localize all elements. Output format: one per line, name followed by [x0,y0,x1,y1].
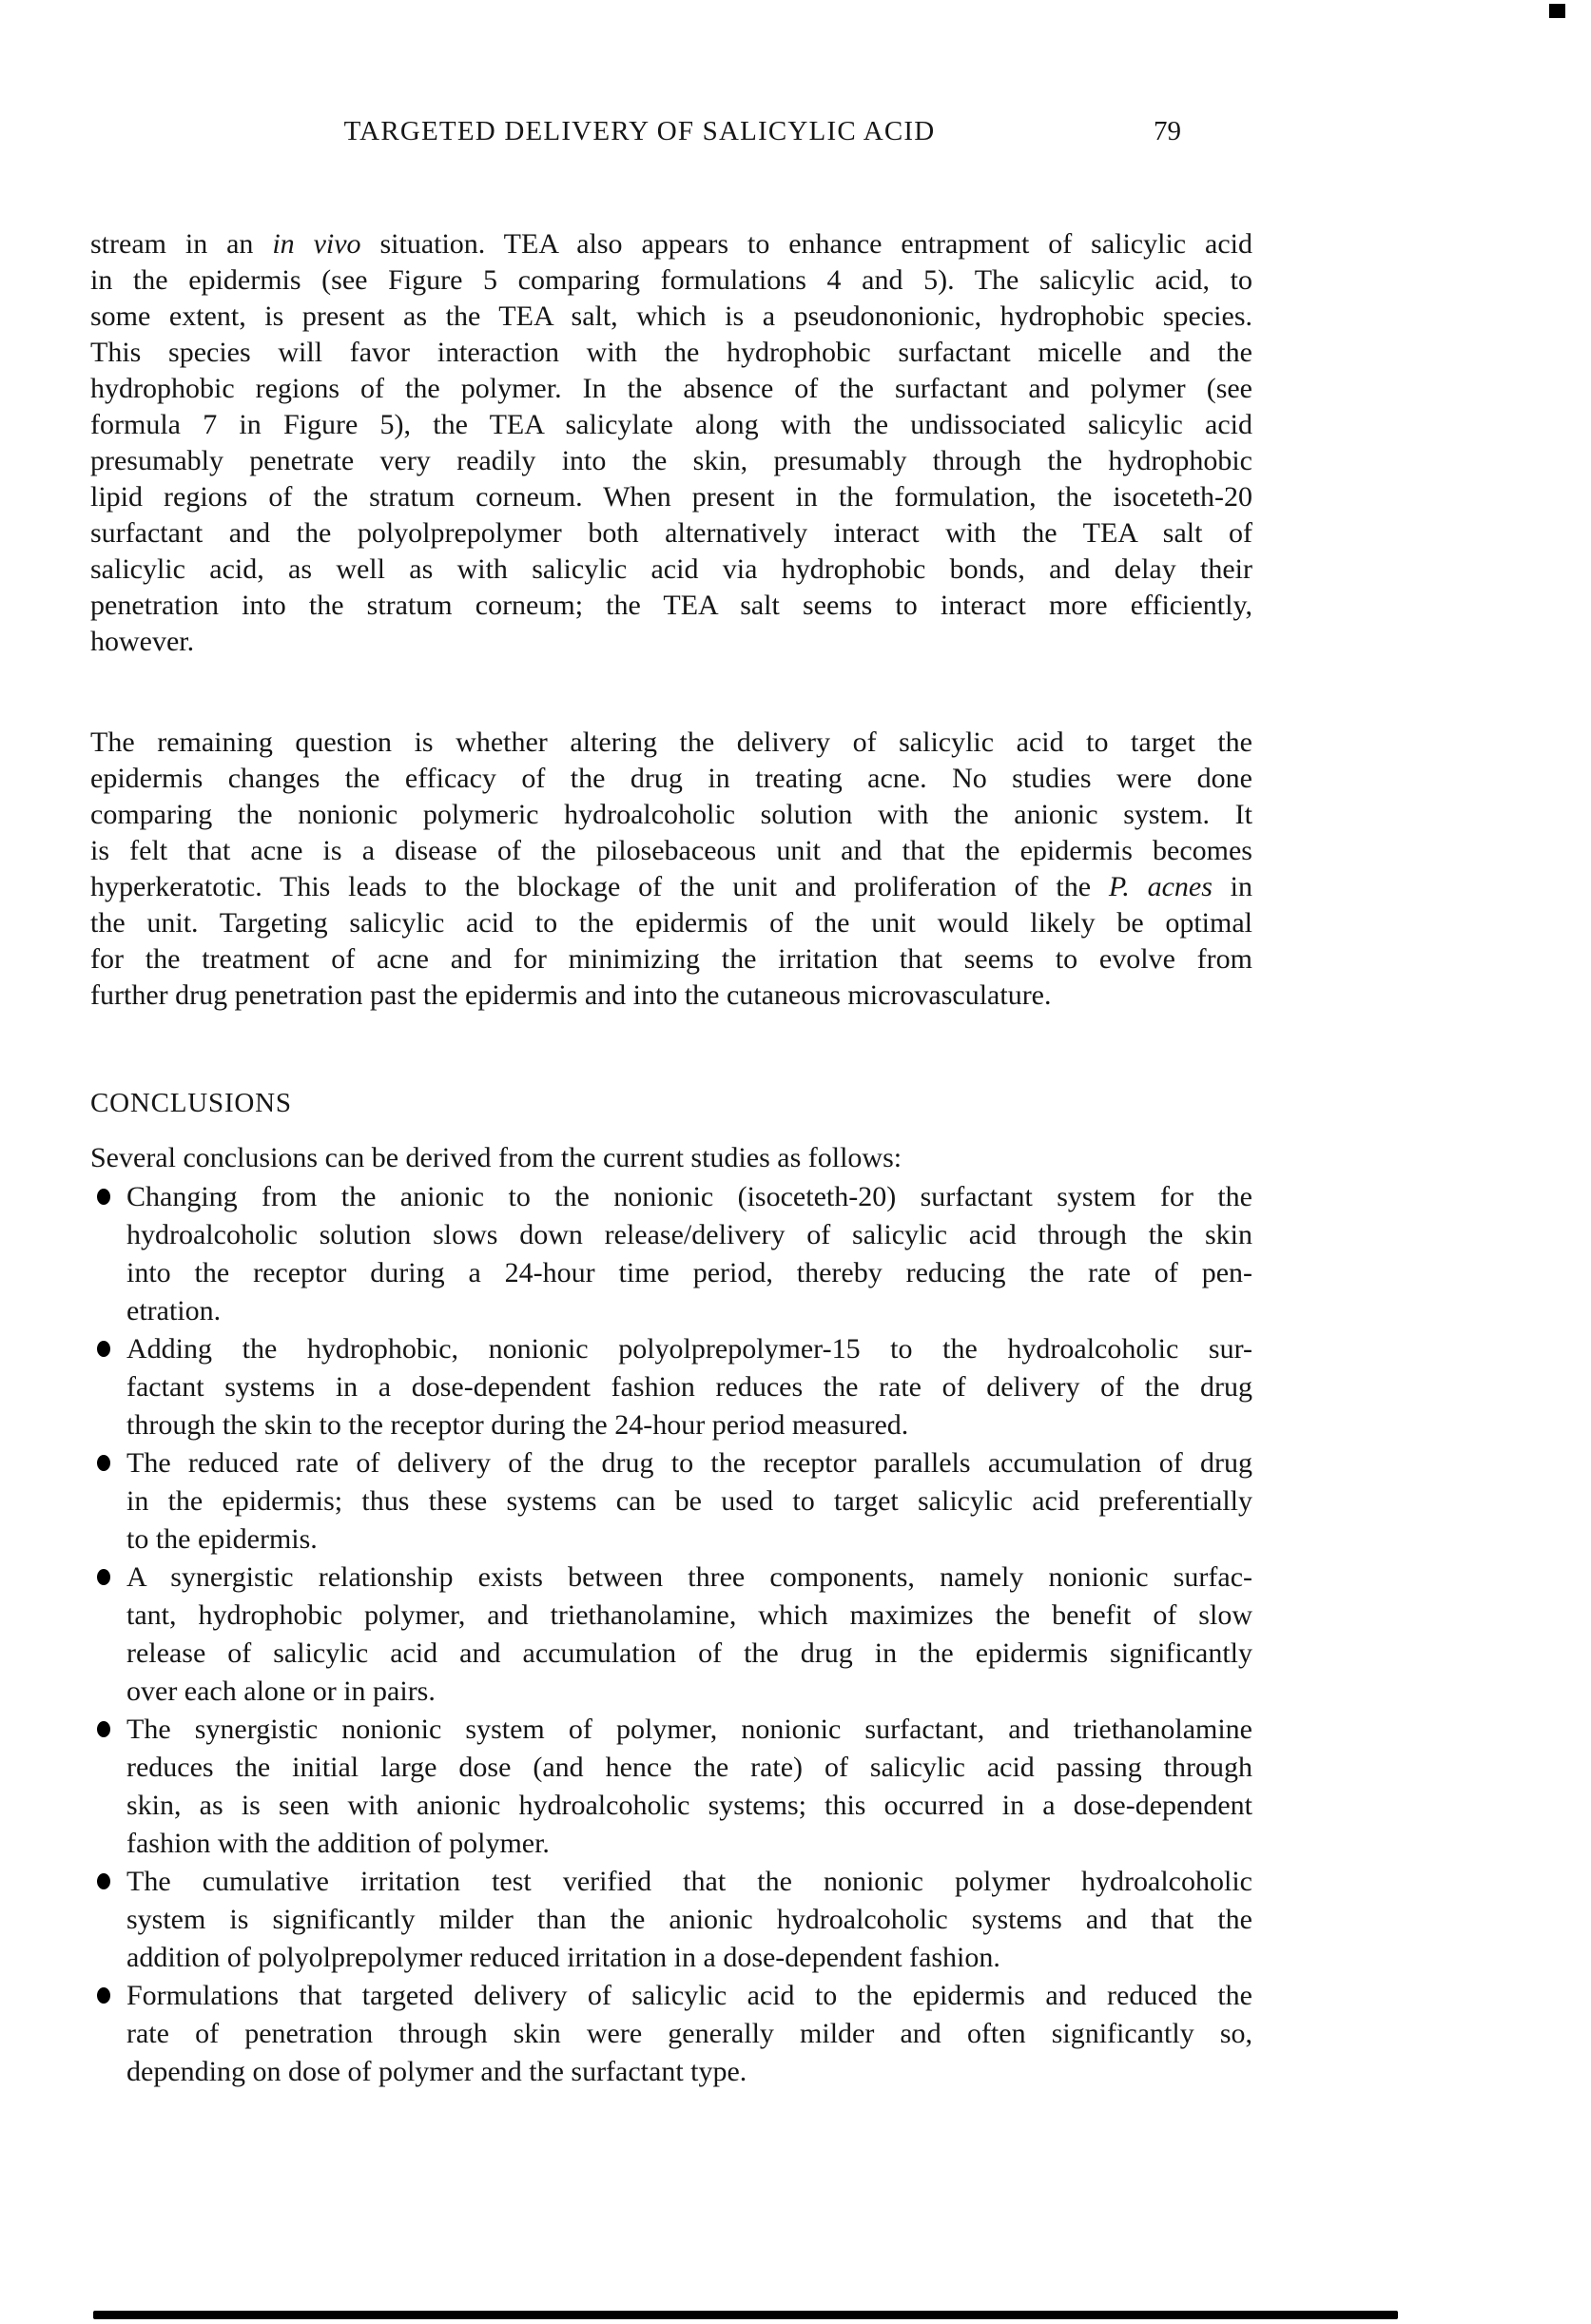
bullet-text [126,1977,1252,2091]
bullet-icon [97,1455,110,1471]
text-line: rate of penetration through skin were generally milder and often significantly so, [126,2018,1252,2049]
text-line: Formulations that targeted delivery of salicylic acid to the epidermis and reduced the [126,1980,1252,2011]
text-segment: in [1212,871,1252,902]
text-line: formula 7 in Figure 5), the TEA salicylate along with the undissociated salicylic acid [90,409,1252,440]
list-item [90,1863,1252,1977]
bullet-icon [97,1189,110,1205]
running-header [90,112,1189,150]
text-segment: stream in an [90,228,273,260]
text-line: further drug penetration past the epidermis and into the cutaneous microvasculature. [90,979,1052,1011]
text-line: reduces the initial large dose (and hence the rate) of salicylic acid passing through [126,1752,1252,1783]
text-line: some extent, is present as the TEA salt, which is a pseudononionic, hydrophobic species. [90,300,1252,332]
list-item [90,1711,1252,1863]
text-line: penetration into the stratum corneum; the TEA salt seems to interact more efficiently, [90,590,1252,621]
text-line: presumably penetrate very readily into the skin, presumably through the hydrophobic [90,445,1252,476]
page-number: 79 [1154,116,1181,146]
bullet-text [126,1711,1252,1863]
conclusions-heading: CONCLUSIONS [90,1088,292,1118]
text-line: however. [90,626,195,657]
text-line: into the receptor during a 24-hour time period, thereby reducing the rate of pen- [126,1257,1252,1288]
text-line: Adding the hydrophobic, nonionic polyolprepolymer-15 to the hydroalcoholic sur- [126,1333,1252,1365]
list-item [90,1444,1252,1559]
text-line: etration. [126,1295,222,1327]
text-line: The reduced rate of delivery of the drug to the receptor parallels accumulation of drug [126,1447,1252,1479]
text-line: This species will favor interaction with the hydrophobic surfactant micelle and the [90,337,1252,368]
list-item [90,1178,1252,1330]
text-line [90,226,1252,262]
text-line: factant systems in a dose-dependent fashion reduces the rate of delivery of the drug [126,1371,1252,1403]
text-segment: situation. TEA also appears to enhance entrapment of salicylic acid [360,228,1252,260]
bullet-icon [97,1569,110,1585]
text-line: through the skin to the receptor during the 24-hour period measured. [126,1409,909,1441]
list-item [90,1977,1252,2091]
text-line: comparing the nonionic polymeric hydroalcoholic solution with the anionic system. It [90,799,1252,830]
text-line: A synergistic relationship exists between three components, namely nonionic surfac- [126,1561,1252,1593]
text-line: hydroalcoholic solution slows down release/delivery of salicylic acid through the skin [126,1219,1252,1250]
text-segment: hyperkeratotic. This leads to the blockage of the unit and proliferation of the [90,871,1109,902]
text-line: over each alone or in pairs. [126,1675,436,1707]
bullet-icon [97,1341,110,1357]
scan-artifact-corner-mark [1549,4,1565,18]
text-line: The synergistic nonionic system of polymer, nonionic surfactant, and triethanolamine [126,1714,1252,1745]
text-line: system is significantly milder than the anionic hydroalcoholic systems and that the [126,1904,1252,1935]
list-item [90,1559,1252,1711]
conclusions-intro: Several conclusions can be derived from the current studies as follows: [90,1142,902,1173]
text-line: release of salicylic acid and accumulation of the drug in the epidermis significantly [126,1637,1252,1669]
text-line: the unit. Targeting salicylic acid to the epidermis of the unit would likely be optimal [90,907,1252,939]
bullet-icon [97,1987,110,2004]
text-line: Changing from the anionic to the nonionic (isoceteth-20) surfactant system for the [126,1181,1252,1212]
text-line: The cumulative irritation test verified that the nonionic polymer hydroalcoholic [126,1866,1252,1897]
conclusions-list [90,1178,1252,2091]
text-line: in the epidermis (see Figure 5 comparing formulations 4 and 5). The salicylic acid, to [90,264,1252,296]
italic-text: in vivo [272,228,361,260]
bullet-text [126,1178,1252,1330]
text-line: skin, as is seen with anionic hydroalcoholic systems; this occurred in a dose-dependent [126,1790,1252,1821]
text-line [90,869,1252,905]
conclusions-section [90,1085,1252,2091]
text-line: surfactant and the polyolprepolymer both alternatively interact with the TEA salt of [90,517,1252,549]
bullet-text [126,1559,1252,1711]
paragraph-1 [90,226,1252,660]
text-line: tant, hydrophobic polymer, and triethanolamine, which maximizes the benefit of slow [126,1599,1252,1631]
text-line: The remaining question is whether altering the delivery of salicylic acid to target the [90,726,1252,758]
scan-artifact-bottom-bar [93,2311,1398,2319]
text-line: for the treatment of acne and for minimizing the irritation that seems to evolve from [90,943,1252,975]
text-line: addition of polyolprepolymer reduced irritation in a dose-dependent fashion. [126,1942,1000,1973]
list-item [90,1330,1252,1444]
bullet-icon [97,1721,110,1737]
text-line: to the epidermis. [126,1523,318,1555]
bullet-text [126,1444,1252,1559]
text-line: is felt that acne is a disease of the pilosebaceous unit and that the epidermis becomes [90,835,1252,866]
italic-text: P. acnes [1108,871,1213,902]
text-line: epidermis changes the efficacy of the drug in treating acne. No studies were done [90,763,1252,794]
text-line: salicylic acid, as well as with salicylic acid via hydrophobic bonds, and delay their [90,553,1252,585]
bullet-icon [97,1873,110,1889]
bullet-text [126,1863,1252,1977]
paragraph-2 [90,725,1252,1014]
text-line: in the epidermis; thus these systems can be used to target salicylic acid preferentially [126,1485,1252,1517]
text-line: hydrophobic regions of the polymer. In the absence of the surfactant and polymer (see [90,373,1252,404]
text-line: fashion with the addition of polymer. [126,1828,550,1859]
text-line: lipid regions of the stratum corneum. When present in the formulation, the isoceteth-20 [90,481,1252,513]
bullet-text [126,1330,1252,1444]
running-title: TARGETED DELIVERY OF SALICYLIC ACID [343,116,936,146]
text-line: depending on dose of polymer and the surfactant type. [126,2056,747,2087]
